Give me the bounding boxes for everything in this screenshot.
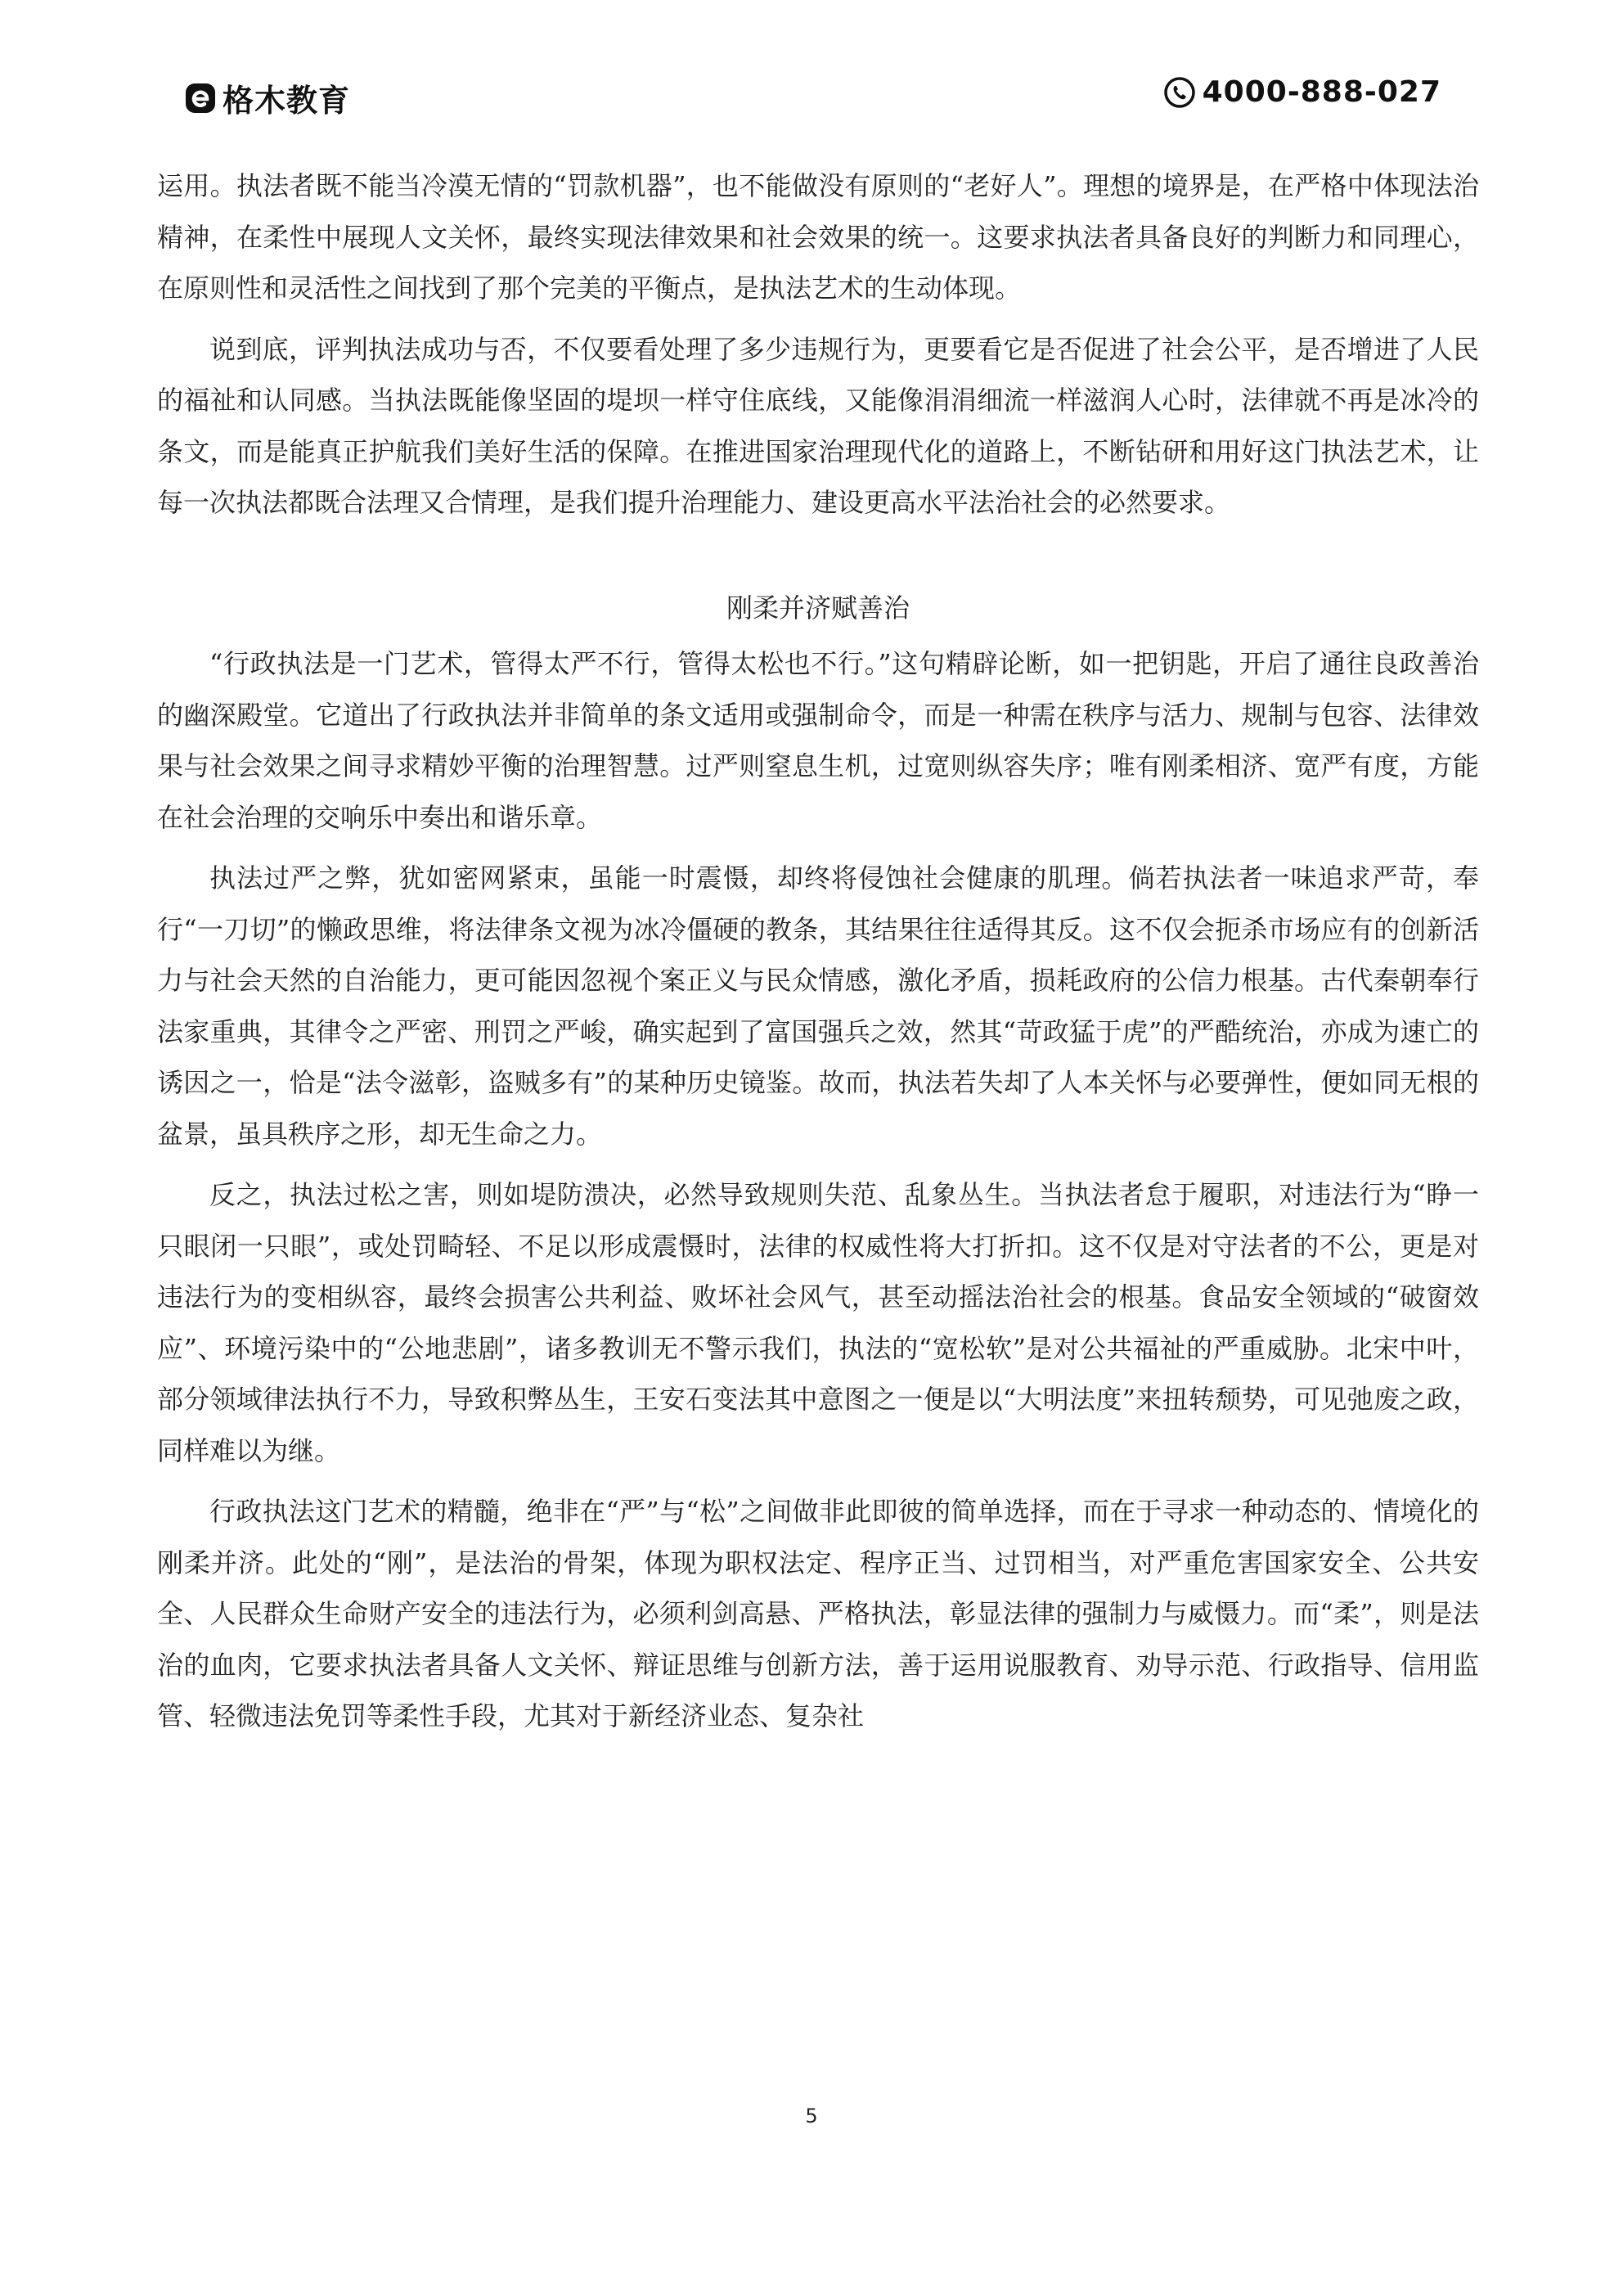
e-logo-icon	[185, 83, 216, 114]
page-content	[157, 160, 1479, 1752]
brand	[185, 75, 350, 120]
phone-icon	[1163, 76, 1196, 109]
body-paragraph: 说到底，评判执法成功与否，不仅要看处理了多少违规行为，更要看它是否促进了社会公平，是否增进了人民的福祉和认同感。当执法既能像坚固的堤坝一样守住底线，又能像涓涓细流一样滋润人心时，法律就不再是冰冷的条文，而是能真正护航我们美好生活的保障。在推进国家治理现代化的道路上，不断钻研和用好这门执法艺术，让每一次执法都既合法理又合情理，是我们提升治理能力、建设更高水平法治社会的必然要求。	[157, 333, 1479, 518]
hotline	[1163, 75, 1441, 109]
body-paragraph: 运用。执法者既不能当冷漠无情的“罚款机器”，也不能做没有原则的“老好人”。理想的境界是，在严格中体现法治精神，在柔性中展现人文关怀，最终实现法律效果和社会效果的统一。这要求执法者具备良好的判断力和同理心，在原则性和灵活性之间找到了那个完美的平衡点，是执法艺术的生动体现。	[157, 170, 1479, 304]
body-paragraph: “行政执法是一门艺术，管得太严不行，管得太松也不行。”这句精辟论断，如一把钥匙，开启了通往良政善治的幽深殿堂。它道出了行政执法并非简单的条文适用或强制命令，而是一种需在秩序与活力、规制与包容、法律效果与社会效果之间寻求精妙平衡的治理智慧。过严则窒息生机，过宽则纵容失序；唯有刚柔相济、宽严有度，方能在社会治理的交响乐中奏出和谐乐章。	[157, 648, 1479, 833]
body-paragraph: 执法过严之弊，犹如密网紧束，虽能一时震慑，却终将侵蚀社会健康的肌理。倘若执法者一味追求严苛，奉行“一刀切”的懒政思维，将法律条文视为冰冷僵硬的教条，其结果往往适得其反。这不仅会扼杀市场应有的创新活力与社会天然的自治能力，更可能因忽视个案正义与民众情感，激化矛盾，损耗政府的公信力根基。古代秦朝奉行法家重典，其律令之严密、刑罚之严峻，确实起到了富国强兵之效，然其“苛政猛于虎”的严酷统治，亦成为速亡的诱因之一，恰是“法令滋彰，盗贼多有”的某种历史镜鉴。故而，执法若失却了人本关怀与必要弹性，便如同无根的盆景，虽具秩序之形，却无生命之力。	[157, 862, 1479, 1150]
brand-name: 格木教育	[223, 83, 351, 119]
page-header	[185, 70, 1441, 119]
body-paragraph: 反之，执法过松之害，则如堤防溃决，必然导致规则失范、乱象丛生。当执法者怠于履职，对违法行为“睁一只眼闭一只眼”，或处罚畸轻、不足以形成震慑时，法律的权威性将大打折扣。这不仅是对守法者的不公，更是对违法行为的变相纵容，最终会损害公共利益、败坏社会风气，甚至动摇法治社会的根基。食品安全领域的“破窗效应”、环境污染中的“公地悲剧”，诸多教训无不警示我们，执法的“宽松软”是对公共福祉的严重威胁。北宋中叶，部分领域律法执行不力，导致积弊丛生，王安石变法其中意图之一便是以“大明法度”来扭转颓势，可见弛废之政，同样难以为继。	[157, 1179, 1479, 1466]
phone-number: 4000-888-027	[1202, 75, 1441, 109]
body-paragraph: 行政执法这门艺术的精髓，绝非在“严”与“松”之间做非此即彼的简单选择，而在于寻求一种动态的、情境化的刚柔并济。此处的“刚”，是法治的骨架，体现为职权法定、程序正当、过罚相当，对严重危害国家安全、公共安全、人民群众生命财产安全的违法行为，必须利剑高悬、严格执法，彰显法律的强制力与威慑力。而“柔”，则是法治的血肉，它要求执法者具备人文关怀、辩证思维与创新方法，善于运用说服教育、劝导示范、行政指导、信用监管、轻微违法免罚等柔性手段，尤其对于新经济业态、复杂社	[157, 1496, 1479, 1731]
article-title: 刚柔并济赋善治	[726, 592, 910, 624]
page-number: 5	[805, 2105, 818, 2127]
